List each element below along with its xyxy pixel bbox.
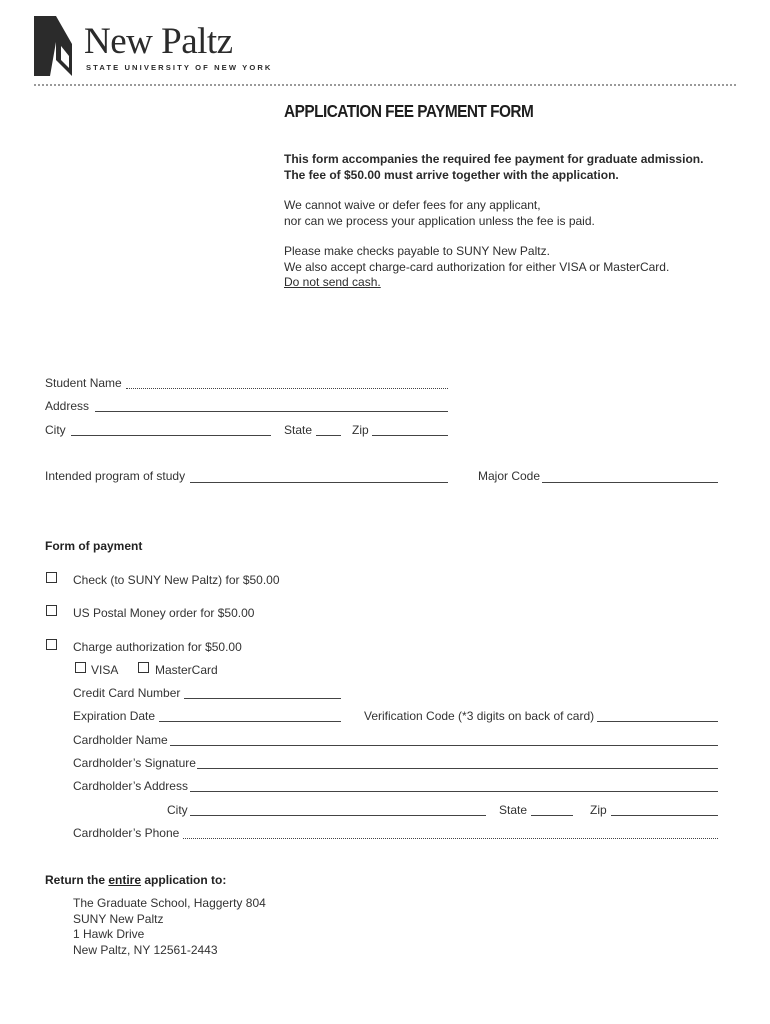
expiration-label: Expiration Date bbox=[73, 709, 156, 723]
intro-bold-line-1: This form accompanies the required fee payment for graduate admission. bbox=[284, 152, 704, 166]
check-payment-checkbox[interactable] bbox=[46, 572, 57, 583]
card-number-field[interactable] bbox=[184, 698, 341, 699]
money-order-checkbox[interactable] bbox=[46, 605, 57, 616]
city-label: City bbox=[45, 423, 66, 437]
cardholder-phone-field[interactable] bbox=[183, 838, 718, 839]
cardholder-phone-label: Cardholder’s Phone bbox=[73, 826, 180, 840]
mastercard-checkbox[interactable] bbox=[138, 662, 149, 673]
return-heading bbox=[45, 873, 226, 887]
cardholder-state-label: State bbox=[499, 803, 528, 817]
payment-heading: Form of payment bbox=[45, 539, 143, 553]
money-order-label: US Postal Money order for $50.00 bbox=[73, 606, 255, 620]
cardholder-zip-label: Zip bbox=[590, 803, 607, 817]
cardholder-address-field[interactable] bbox=[190, 791, 718, 792]
expiration-field[interactable] bbox=[159, 721, 341, 722]
charge-authorization-checkbox[interactable] bbox=[46, 639, 57, 650]
return-heading-start: Return the bbox=[45, 873, 109, 887]
intro-bold-paragraph bbox=[284, 152, 703, 183]
cardholder-city-field[interactable] bbox=[190, 815, 486, 816]
waive-line-1: We cannot waive or defer fees for any applicant, bbox=[284, 198, 541, 212]
cardholder-city-label: City bbox=[167, 803, 188, 817]
checks-line-1: Please make checks payable to SUNY New Paltz. bbox=[284, 244, 550, 258]
zip-field[interactable] bbox=[372, 435, 448, 436]
mastercard-label: MasterCard bbox=[155, 663, 218, 677]
new-paltz-logo-mark-icon bbox=[34, 16, 72, 76]
address-field[interactable] bbox=[95, 411, 448, 412]
major-code-field[interactable] bbox=[542, 482, 718, 483]
state-field[interactable] bbox=[316, 435, 341, 436]
program-label: Intended program of study bbox=[45, 469, 186, 483]
waive-line-2: nor can we process your application unless the fee is paid. bbox=[284, 213, 595, 228]
cardholder-address-label: Cardholder’s Address bbox=[73, 779, 188, 793]
card-number-label: Credit Card Number bbox=[73, 686, 181, 700]
major-code-label: Major Code bbox=[478, 469, 541, 483]
zip-label: Zip bbox=[352, 423, 369, 437]
cardholder-name-field[interactable] bbox=[170, 745, 718, 746]
visa-label: VISA bbox=[91, 663, 119, 677]
return-address-line-2: SUNY New Paltz bbox=[73, 911, 164, 926]
state-label: State bbox=[284, 423, 313, 437]
verification-code-field[interactable] bbox=[597, 721, 718, 722]
city-field[interactable] bbox=[71, 435, 271, 436]
cardholder-signature-field[interactable] bbox=[197, 768, 718, 769]
charge-authorization-label: Charge authorization for $50.00 bbox=[73, 640, 242, 654]
cardholder-state-field[interactable] bbox=[531, 815, 573, 816]
cardholder-name-label: Cardholder Name bbox=[73, 733, 168, 747]
cardholder-zip-field[interactable] bbox=[611, 815, 718, 816]
logo-wordmark: New Paltz bbox=[84, 21, 233, 62]
cardholder-signature-label: Cardholder’s Signature bbox=[73, 756, 196, 770]
logo-subtitle: STATE UNIVERSITY OF NEW YORK bbox=[86, 63, 273, 72]
checks-paragraph bbox=[284, 244, 669, 291]
return-address-line-4: New Paltz, NY 12561-2443 bbox=[73, 942, 218, 957]
check-payment-label: Check (to SUNY New Paltz) for $50.00 bbox=[73, 573, 280, 587]
header-divider bbox=[34, 84, 736, 86]
address-label: Address bbox=[45, 399, 90, 413]
return-address bbox=[73, 896, 266, 958]
program-field[interactable] bbox=[190, 482, 448, 483]
no-cash-notice: Do not send cash. bbox=[284, 275, 381, 289]
student-name-field[interactable] bbox=[126, 388, 448, 389]
student-name-label: Student Name bbox=[45, 376, 122, 390]
visa-checkbox[interactable] bbox=[75, 662, 86, 673]
intro-bold-line-2: The fee of $50.00 must arrive together with the application. bbox=[284, 167, 619, 182]
verification-code-label: Verification Code (*3 digits on back of card) bbox=[364, 709, 595, 723]
return-heading-emphasis: entire bbox=[108, 873, 142, 887]
return-heading-end: application to: bbox=[141, 873, 227, 887]
waive-paragraph bbox=[284, 198, 595, 229]
return-address-line-3: 1 Hawk Drive bbox=[73, 927, 145, 941]
form-title: APPLICATION FEE PAYMENT FORM bbox=[284, 101, 534, 121]
return-address-line-1: The Graduate School, Haggerty 804 bbox=[73, 896, 266, 910]
checks-line-2: We also accept charge-card authorization for either VISA or MasterCard. bbox=[284, 259, 670, 274]
